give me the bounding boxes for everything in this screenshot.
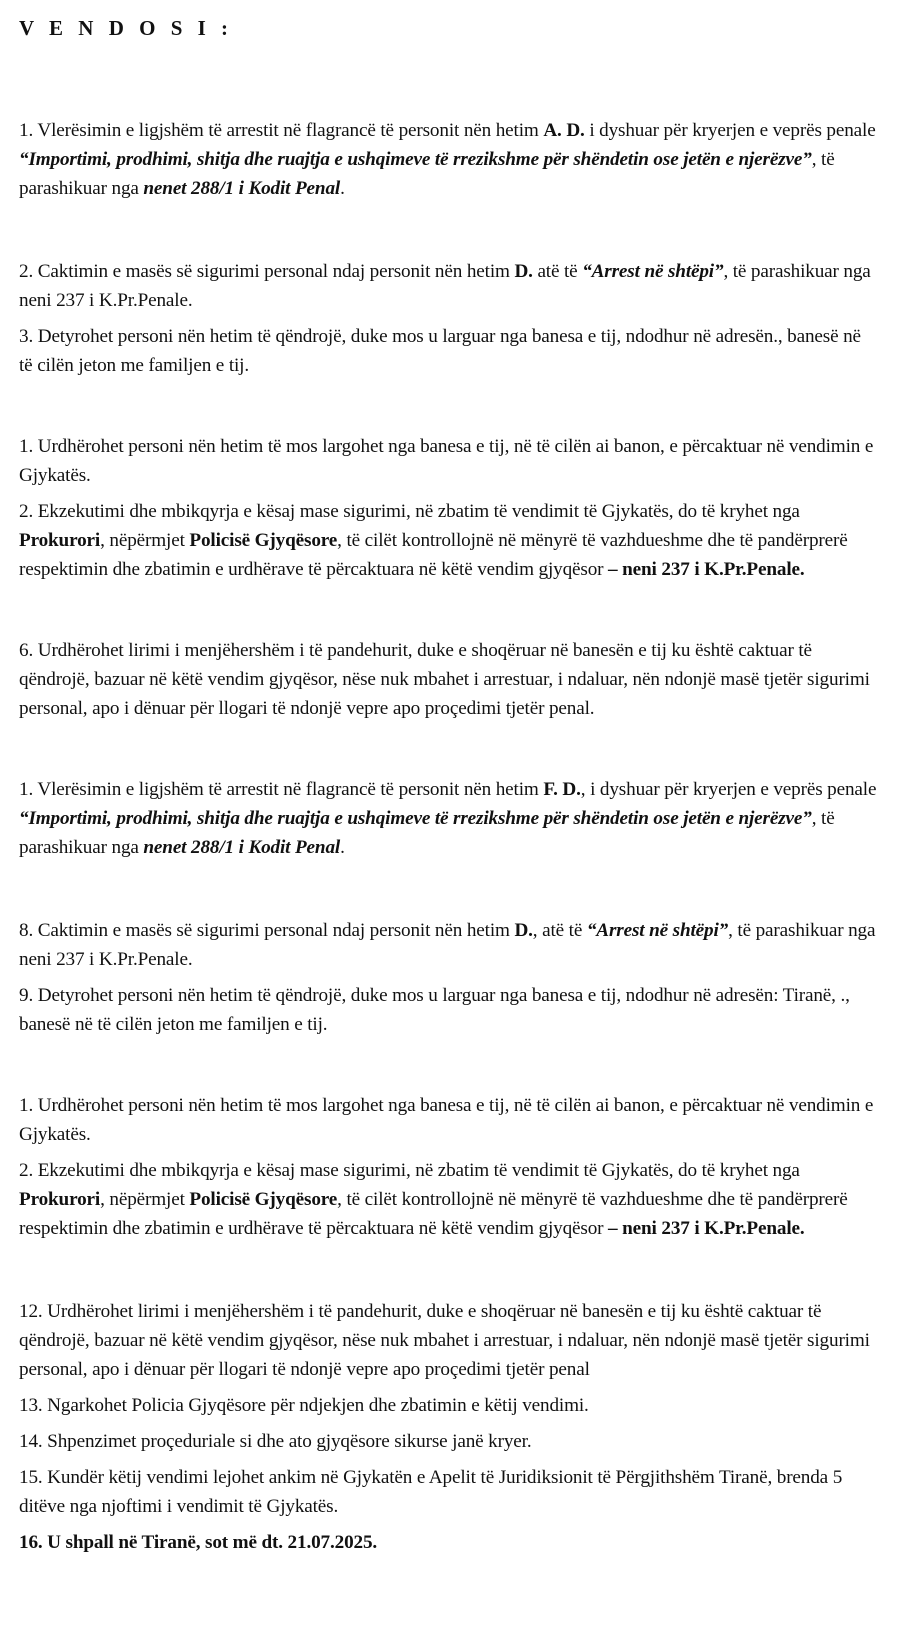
paragraph-9-residence-obligation: 9. Detyrohet personi nën hetim të qëndrojë, duke mos u larguar nga banesa e tij, ndodhur në adresën: Tiranë, ., banesë në të cilën jeton me familjen e tij. (19, 985, 850, 1035)
p1-person-name: A. D. (543, 120, 585, 141)
p5-police: Policisë Gjyqësore (189, 530, 338, 551)
p8-text-c: , të parashikuar nga neni 237 i K.Pr.Penale. (19, 920, 876, 970)
paragraph-4-order-not-leave: 1. Urdhërohet personi nën hetim të mos largohet nga banesa e tij, në të cilën ai banon, e përcaktuar në vendimin e Gjykatës. (19, 436, 874, 486)
p8-measure: “Arrest në shtëpi” (586, 920, 729, 941)
p5-text-b: , nëpërmjet (100, 530, 190, 551)
paragraph-15-appeal: 15. Kundër këtij vendimi lejohet ankim në Gjykatën e Apelit të Juridiksionit të Përgjithshëm Tiranë, brenda 5 ditëve nga njoftimi i vendimit të Gjykatës. (19, 1467, 843, 1517)
paragraph-6-immediate-release: 6. Urdhërohet lirimi i menjëhershëm i të pandehurit, duke e shoqëruar në banesën e tij ku është caktuar të qëndrojë, bazuar në këtë vendim gjyqësor, nëse nuk mbahet i arrestuar, i ndaluar, nën ndonjë masë tjetër sigurimi personal, apo i dënuar për llogari të ndonjë vepre apo proçedimi tjetër penal. (19, 640, 870, 719)
p1-article: nenet 288/1 i Kodit Penal (143, 178, 341, 199)
p11-text-c: , të cilët kontrollojnë në mënyrë të vazhdueshme dhe të pandërprerë respektimin dhe zbatimin e urdhërave të përcaktuara në këtë vendim gjyqësor (19, 1189, 848, 1239)
p2-text-b: atë të (532, 261, 583, 282)
paragraph-10-order-not-leave: 1. Urdhërohet personi nën hetim të mos largohet nga banesa e tij, në të cilën ai banon, e përcaktuar në vendimin e Gjykatës. (19, 1095, 874, 1145)
paragraph-16-announcement (19, 1528, 879, 1557)
p7-text-c: , të parashikuar nga (19, 808, 835, 858)
paragraph-8-house-arrest (19, 916, 879, 974)
paragraph-7-arrest-validation-f-d (19, 775, 879, 862)
p5-article: – neni 237 i K.Pr.Penale. (608, 559, 805, 580)
p5-text-c: , të cilët kontrollojnë në mënyrë të vazhdueshme dhe të pandërprerë respektimin dhe zbatimin e urdhërave të përcaktuara në këtë vendim gjyqësor (19, 530, 848, 580)
paragraph-2-house-arrest (19, 257, 879, 315)
p7-text-a: 1. Vlerësimin e ligjshëm të arrestit në flagrancë të personit nën hetim (19, 779, 544, 800)
p11-text-b: , nëpërmjet (100, 1189, 190, 1210)
p1-text-d: . (340, 178, 345, 199)
paragraph-12-immediate-release: 12. Urdhërohet lirimi i menjëhershëm i të pandehurit, duke e shoqëruar në banesën e tij ku është caktuar të qëndrojë, bazuar në këtë vendim gjyqësor, nëse nuk mbahet i arrestuar, i ndaluar, nën ndonjë masë tjetër sigurimi personal, apo i dënuar për llogari të ndonjë vepre apo proçedimi tjetër penal (19, 1301, 870, 1380)
p11-article: – neni 237 i K.Pr.Penale. (608, 1218, 805, 1239)
paragraph-14-expenses: 14. Shpenzimet proçeduriale si dhe ato gjyqësore sikurse janë kryer. (19, 1431, 532, 1452)
document-heading: V E N D O S I : (19, 16, 234, 40)
paragraph-13-judicial-police: 13. Ngarkohet Policia Gjyqësore për ndjekjen dhe zbatimin e këtij vendimi. (19, 1395, 589, 1416)
p7-article: nenet 288/1 i Kodit Penal (143, 837, 341, 858)
p11-prosecutor: Prokurori (19, 1189, 101, 1210)
paragraph-3-residence-obligation: 3. Detyrohet personi nën hetim të qëndrojë, duke mos u larguar nga banesa e tij, ndodhur në adresën., banesë në të cilën jeton me familjen e tij. (19, 326, 861, 376)
p1-crime-title: “Importimi, prodhimi, shitja dhe ruajtja e ushqimeve të rrezikshme për shëndetin ose jetën e njerëzve” (19, 149, 812, 170)
p5-prosecutor: Prokurori (19, 530, 101, 551)
p11-text-a: 2. Ekzekutimi dhe mbikqyrja e kësaj mase sigurimi, në zbatim të vendimit të Gjykatës, do të kryhet nga (19, 1160, 800, 1181)
p16-announcement-text: 16. U shpall në Tiranë, sot më dt. 21.07.2025. (19, 1532, 378, 1553)
p2-measure: “Arrest në shtëpi” (582, 261, 724, 282)
p2-text-a: 2. Caktimin e masës së sigurimi personal ndaj personit nën hetim (19, 261, 515, 282)
decision-document (19, 14, 879, 1557)
p1-text-a: 1. Vlerësimin e ligjshëm të arrestit në flagrancë të personit nën hetim (19, 120, 544, 141)
p1-text-b: i dyshuar për kryerjen e veprës penale (584, 120, 876, 141)
p7-crime-title: “Importimi, prodhimi, shitja dhe ruajtja e ushqimeve të rrezikshme për shëndetin ose jetën e njerëzve” (19, 808, 812, 829)
p7-text-b: , i dyshuar për kryerjen e veprës penale (580, 779, 877, 800)
p2-text-c: , të parashikuar nga neni 237 i K.Pr.Penale. (19, 261, 871, 311)
paragraph-1-arrest-validation-a-d (19, 116, 879, 203)
p7-person-name: F. D. (543, 779, 581, 800)
paragraph-11-execution-supervision (19, 1156, 879, 1243)
p5-text-a: 2. Ekzekutimi dhe mbikqyrja e kësaj mase sigurimi, në zbatim të vendimit të Gjykatës, do të kryhet nga (19, 501, 800, 522)
p1-text-c: , të parashikuar nga (19, 149, 835, 199)
p8-text-a: 8. Caktimin e masës së sigurimi personal ndaj personit nën hetim (19, 920, 515, 941)
p11-police: Policisë Gjyqësore (189, 1189, 338, 1210)
p8-text-b: , atë të (532, 920, 587, 941)
paragraph-5-execution-supervision (19, 497, 879, 584)
p2-person-name: D. (514, 261, 533, 282)
p7-text-d: . (340, 837, 345, 858)
p8-person-name: D. (514, 920, 533, 941)
